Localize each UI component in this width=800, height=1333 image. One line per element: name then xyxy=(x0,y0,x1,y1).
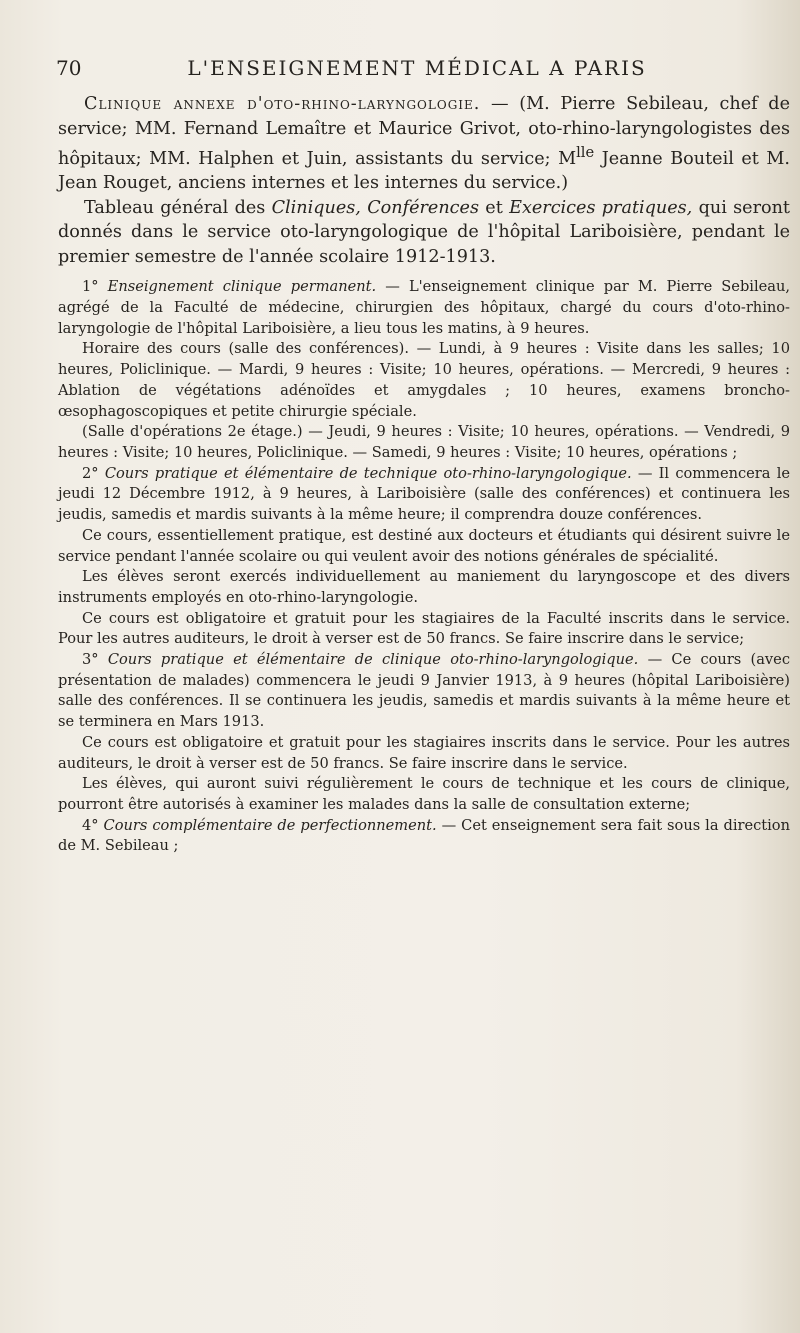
section-4 xyxy=(58,816,790,857)
section-4-number: 4° xyxy=(82,816,104,834)
clinic-title: Clinique annexe d'oto-rhino-laryngologie. xyxy=(84,94,481,114)
section-2-paragraph-3: Les élèves seront exercés individuellement au maniement du laryngoscope et des divers instruments employés en oto-rhino-laryngologie. xyxy=(58,568,790,606)
section-3-paragraph-3: Les élèves, qui auront suivi régulièrement le cours de technique et les cours de clinique, pourront être autorisés à examiner les malades dans la salle de consultation externe; xyxy=(58,775,790,813)
intro-paragraph xyxy=(58,92,790,196)
section-2-paragraph-4: Ce cours est obligatoire et gratuit pour les stagiaires de la Faculté inscrits dans le service. Pour les autres auditeurs, le droit à verser est de 50 francs. Se faire inscrire dans le service; xyxy=(58,609,790,648)
page-number: 70 xyxy=(56,56,82,80)
clinic-staff-end: Jeanne Bouteil et M. Jean Rouget, anciens internes et les internes du service.) xyxy=(58,148,791,194)
running-head: L'ENSEIGNEMENT MÉDICAL A PARIS xyxy=(187,56,647,80)
section-1-title: Enseignement clinique permanent. xyxy=(107,278,377,296)
section-2-title: Cours pratique et élémentaire de technique oto-rhino-laryngologique. xyxy=(104,464,632,482)
tableau-italic: Cliniques, Conférences xyxy=(271,197,479,218)
section-2-text: — Il commencera le jeudi 12 Décembre 1912, à 9 heures, à Lariboisière (salle des conférences) et continuera les jeudis, samedis et mardis suivants à la même heure; il comprendra douze conférences. xyxy=(58,464,790,524)
tableau-text: Tableau général des xyxy=(84,197,272,218)
tableau-end: qui seront donnés dans le service oto-laryngologique de l'hôpital Lariboisière, pendant le premier semestre de l'année scolaire 1912-1913. xyxy=(58,197,790,267)
section-1-number: 1° xyxy=(82,278,108,296)
section-4-title: Cours complémentaire de perfectionnement. xyxy=(103,816,437,834)
clinic-staff: — (M. Pierre Sebileau, chef de service; MM. Fernand Lemaître et Maurice Grivot, oto-rhino-laryngologistes des hôpitaux; MM. Halphen et Juin, assistants du service; M xyxy=(58,94,790,169)
section-2-paragraph-2: Ce cours, essentiellement pratique, est destiné aux docteurs et étudiants qui désirent suivre le service pendant l'année scolaire ou qui veulent avoir des notions générales de spécialité. xyxy=(58,526,790,565)
tableau-et: et xyxy=(478,197,510,218)
section-1-horaire: Horaire des cours (salle des conférences). — Lundi, à 9 heures : Visite dans les salles; 10 heures, Policlinique. — Mardi, 9 heures : Visite; 10 heures, opérations. — Mercredi, 9 heures : Ablation de végétations adénoïdes et amygdales ; 10 heures, examens broncho-œsophagoscopiques et petite chirurgie spéciale. xyxy=(58,340,790,420)
page-body xyxy=(58,92,790,857)
section-2-number: 2° xyxy=(82,464,105,482)
mlle-superscript: lle xyxy=(576,144,595,161)
section-3 xyxy=(58,650,790,733)
section-2 xyxy=(58,464,790,526)
tableau-paragraph xyxy=(58,196,790,270)
section-3-text: — Ce cours (avec présentation de malades) commencera le jeudi 9 Janvier 1913, à 9 heures (hôpital Lariboisière) salle des conférences. Il se continuera les jeudis, samedis et mardis suivants à la même heure et se terminera en Mars 1913. xyxy=(58,651,790,731)
section-1 xyxy=(58,277,790,339)
section-3-title: Cours pratique et élémentaire de clinique oto-rhino-laryngologique. xyxy=(107,651,639,669)
section-3-number: 3° xyxy=(82,651,108,669)
tableau-italic-2: Exercices pratiques, xyxy=(509,197,693,218)
section-1-salle: (Salle d'opérations 2e étage.) — Jeudi, 9 heures : Visite; 10 heures, opérations. — Vendredi, 9 heures : Visite; 10 heures, Policlinique. — Samedi, 9 heures : Visite; 10 heures, opérations ; xyxy=(58,423,790,461)
section-1-text: — L'enseignement clinique par M. Pierre Sebileau, agrégé de la Faculté de médecine, chirurgien des hôpitaux, chargé du cours d'oto-rhino-laryngologie de l'hôpital Lariboisière, a lieu tous les matins, à 9 heures. xyxy=(58,278,790,337)
section-3-paragraph-2: Ce cours est obligatoire et gratuit pour les stagiaires inscrits dans le service. Pour les autres auditeurs, le droit à verser est de 50 francs. Se faire inscrire dans le service. xyxy=(58,733,790,772)
section-4-text: — Cet enseignement sera fait sous la direction de M. Sebileau ; xyxy=(58,816,790,855)
